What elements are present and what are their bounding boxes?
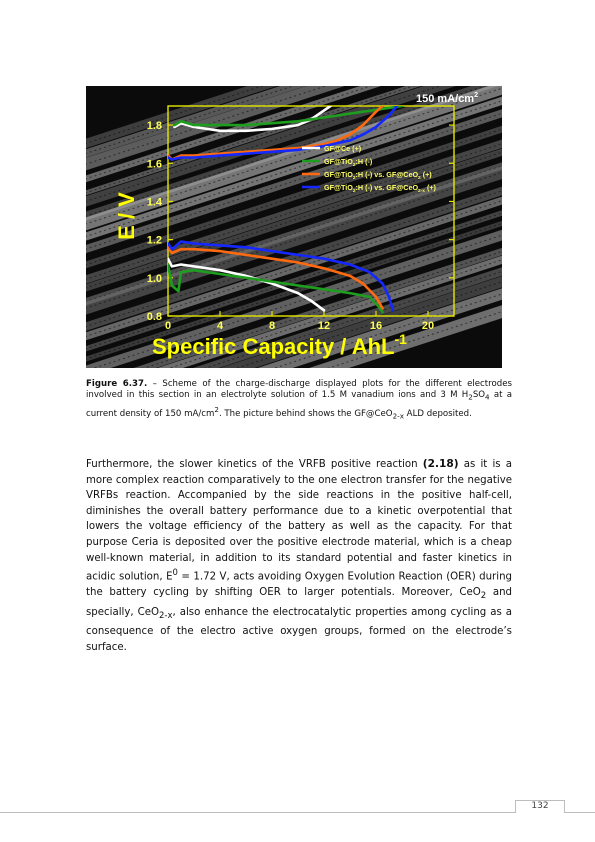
legend-label: GF@TiO$_2$:H (-) — [324, 157, 373, 168]
x-tick-label: 20 — [421, 320, 435, 332]
charge-discharge-figure — [86, 86, 502, 368]
caption-sub: 2 — [468, 393, 473, 403]
caption-sub: 2-x — [392, 411, 404, 421]
footer-rule — [0, 812, 595, 813]
y-axis-label: E / V — [114, 192, 139, 240]
x-tick-label: 0 — [164, 320, 172, 332]
body-sub: 2-x — [159, 610, 173, 621]
x-tick-label: 8 — [268, 320, 276, 332]
caption-text: SO — [472, 390, 486, 401]
x-axis-label: Specific Capacity / AhL$^{-1}$ — [152, 331, 407, 359]
body-text: as it is a more complex reaction comparatively to the one electron transfer for the negative VRFBs reaction. Accompanied by the side reactions in the positive half-cell, diminishes the overall battery performance due to a kinetic overpotential that lowers the voltage efficiency of the battery as well as the capacity. For that purpose Ceria is deposited over the positive electrode material, which is a cheap well-known material, in addition to its standard potential and faster kinetics in acidic solution, E — [86, 459, 512, 583]
caption-text: at a current density of 150 mA/cm — [86, 390, 512, 419]
y-tick-label: 1.4 — [146, 196, 162, 209]
charge-discharge-chart — [86, 86, 502, 368]
body-sup: 0 — [172, 568, 178, 579]
equation-reference: (2.18) — [422, 458, 459, 470]
y-tick-label: 1.2 — [146, 234, 162, 247]
y-tick-label: 0.8 — [146, 311, 162, 323]
caption-sup: 2 — [214, 404, 219, 414]
x-tick-label: 12 — [317, 320, 331, 332]
body-sub: 2 — [480, 591, 487, 602]
caption-sub: 4 — [485, 393, 490, 403]
x-tick-label: 4 — [216, 320, 224, 332]
figure-label: Figure 6.37. — [86, 379, 148, 389]
body-paragraph — [86, 457, 512, 656]
body-text: , also enhance the electrocatalytic properties among cycling as a consequence of the electro active oxygen groups, formed on the electrode’s surface. — [86, 606, 512, 653]
y-tick-label: 1.8 — [146, 120, 162, 133]
y-tick-label: 1.0 — [146, 272, 162, 285]
legend-label: GF@TiO$_2$:H (-) vs. GF@CeO$_{2-x}$ (+) — [324, 183, 436, 194]
legend-label: GF@TiO$_2$:H (-) vs. GF@CeO$_2$ (+) — [324, 170, 432, 181]
caption-text: . The picture behind shows the GF@CeO — [218, 408, 393, 419]
x-tick-label: 16 — [369, 320, 383, 332]
body-text: = 1.72 V, acts avoiding Oxygen Evolution Reaction (OER) during the battery cycling by shifting OER to larger potentials. Moreover, CeO — [86, 571, 512, 599]
y-tick-label: 1.6 — [146, 158, 162, 171]
caption-text: – Scheme of the charge-discharge displayed plots for the different electrodes involved in this section in an electrolyte solution of 1.5 M vanadium ions and 3 M H — [86, 379, 512, 401]
page-number: 132 — [531, 801, 549, 811]
current-density-label: 150 $mA/cm^2$ — [416, 92, 478, 105]
figure-caption — [86, 379, 512, 422]
body-text: and specially, CeO — [86, 587, 512, 618]
caption-text: ALD deposited. — [403, 408, 472, 419]
body-text: Furthermore, the slower kinetics of the VRFB positive reaction — [86, 459, 423, 470]
legend-label: GF@Ce (+) — [324, 144, 362, 153]
